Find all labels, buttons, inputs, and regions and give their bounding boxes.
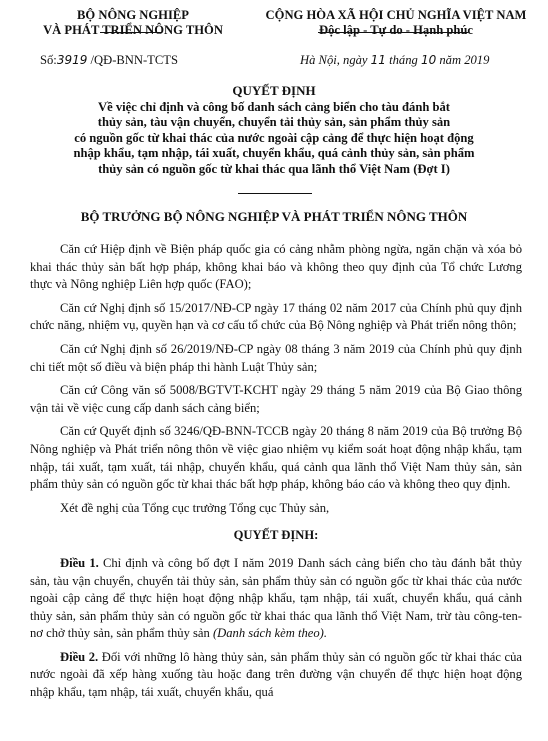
legal-basis-paragraph: Căn cứ Quyết định số 3246/QĐ-BNN-TCCB ngày 20 tháng 8 năm 2019 của Bộ trưởng Bộ Nông nghiệp và Phát triển nông thôn về việc giao nhiệm vụ kiểm soát hoạt động nhập khẩu, tạm nhập, tái xuất, tạm xuất, tái nhập, chuyển khẩu, quá cảnh qua lãnh thổ Việt Nam thủy sản, sản phẩm thủy sản có nguồn gốc từ khai thác bất hợp pháp, không báo cáo và không theo quy định. xyxy=(30,424,522,492)
ministry-line-2: VÀ PHÁT TRIỂN NÔNG THÔN xyxy=(43,23,223,37)
subject-line: Về việc chỉ định và công bố danh sách cảng biển cho tàu đánh bắt xyxy=(98,100,450,114)
republic-name: CỘNG HÒA XÃ HỘI CHỦ NGHĨA VIỆT NAM xyxy=(265,8,527,22)
subject-line: nhập khẩu, tạm nhập, tái xuất, chuyển khẩu, quá cảnh thủy sản, sản phẩm xyxy=(73,146,475,161)
national-motto: Độc lập - Tự do - Hạnh phúc xyxy=(319,23,473,37)
date-place: Hà Nội, ngày xyxy=(300,53,371,67)
article-1 xyxy=(30,555,522,643)
document-title: QUYẾT ĐỊNH xyxy=(232,83,316,98)
date-month: 10 xyxy=(420,53,437,67)
date-year: năm 2019 xyxy=(436,53,490,67)
document-date xyxy=(300,53,489,68)
legal-basis-paragraph: Căn cứ Công văn số 5008/BGTVT-KCHT ngày 29 tháng 5 năm 2019 của Bộ Giao thông vận tải về việc cung cấp danh sách cảng biển; xyxy=(30,383,522,415)
document-number xyxy=(40,53,178,68)
document-body xyxy=(30,241,522,708)
decision-heading: QUYẾT ĐỊNH: xyxy=(233,528,319,543)
article-2 xyxy=(30,649,522,702)
article-1-note: (Danh sách kèm theo). xyxy=(212,626,327,641)
legal-basis-paragraph: Căn cứ Nghị định số 26/2019/NĐ-CP ngày 08 tháng 3 năm 2019 của Chính phủ quy định chi tiết một số điều và biện pháp thi hành Luật Thủy sản; xyxy=(30,341,522,374)
date-month-label: tháng xyxy=(385,53,421,67)
document-subject xyxy=(42,100,506,177)
number-suffix: /QĐ-BNN-TCTS xyxy=(87,53,178,67)
ministry-block xyxy=(18,8,248,38)
legal-basis-paragraph: Căn cứ Nghị định số 15/2017/NĐ-CP ngày 17 tháng 02 năm 2017 của Chính phủ quy định chức năng, nhiệm vụ, quyền hạn và cơ cấu tổ chức của Bộ Nông nghiệp và Phát triển nông thôn; xyxy=(30,300,522,333)
document-header xyxy=(0,8,548,88)
date-day: 11 xyxy=(370,53,386,67)
ministry-line-1: BỘ NÔNG NGHIỆP xyxy=(77,8,189,22)
issuing-authority: BỘ TRƯỞNG BỘ NÔNG NGHIỆP VÀ PHÁT TRIỂN NÔNG THÔN xyxy=(80,209,468,224)
number-prefix: Số: xyxy=(40,53,57,67)
number-value: 3919 xyxy=(56,53,88,67)
subject-line: thủy sản, tàu vận chuyển, chuyển tải thủy sản, sản phẩm thủy sản xyxy=(97,115,451,130)
article-2-text: Đối với những lô hàng thủy sản, sản phẩm thủy sản có nguồn gốc từ khai thác của nước ngoài đã xếp hàng xuống tàu hoặc đang trên đường vận chuyển để thực hiện hoạt động nhập khẩu, tạm nhập, tái xuất, chuyển khẩu, quá xyxy=(30,649,523,700)
subject-underline xyxy=(238,193,312,194)
proposal-paragraph: Xét đề nghị của Tổng cục trưởng Tổng cục Thủy sản, xyxy=(60,500,330,515)
subject-line: có nguồn gốc từ khai thác của nước ngoài cập cảng để thực hiện hoạt động xyxy=(74,130,474,145)
article-2-label: Điều 2. xyxy=(60,649,99,664)
subject-line: thủy sản có nguồn gốc từ khai thác qua lãnh thổ Việt Nam (Đợt I) xyxy=(98,161,450,176)
ministry-underline xyxy=(100,32,162,33)
legal-basis-paragraph: Căn cứ Hiệp định về Biện pháp quốc gia có cảng nhằm phòng ngừa, ngăn chặn và xóa bỏ khai thác thủy sản bất hợp pháp, không khai báo và không theo quy định của Tổ chức Lương thực và Nông nghiệp Liên hợp quốc (FAO); xyxy=(30,242,522,292)
motto-underline xyxy=(318,32,468,33)
article-1-text: Chỉ định và công bố đợt I năm 2019 Danh sách cảng biển cho tàu đánh bắt thủy sản, tàu vận chuyển, chuyển tải thủy sản, sản phẩm thủy sản có nguồn gốc từ khai thác của nước ngoài cập cảng để thực hiện hoạt động nhập khẩu, tạm nhập, tái xuất, chuyển khẩu, quá cảnh thủy sản, sản phẩm thủy sản có nguồn gốc từ khai thác qua lãnh thổ Việt Nam, trừ tàu công-ten-nơ chở thủy sản, sản phẩm thủy sản xyxy=(30,555,522,641)
article-1-label: Điều 1. xyxy=(60,555,99,570)
national-title-block xyxy=(248,8,544,38)
